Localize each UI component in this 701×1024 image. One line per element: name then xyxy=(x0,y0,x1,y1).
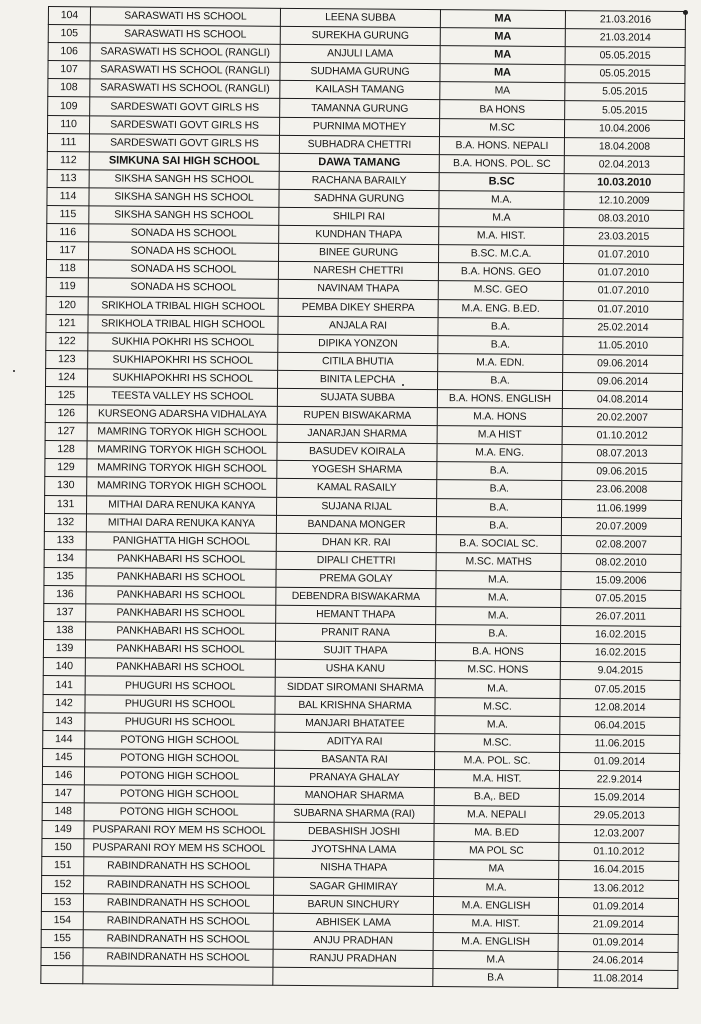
date-cell: 26.07.2011 xyxy=(561,608,681,627)
date-cell: 12.08.2014 xyxy=(560,698,680,717)
school-cell: SARASWATI HS SCHOOL xyxy=(90,25,280,45)
serial-cell: 117 xyxy=(47,242,89,260)
school-cell: PANKHABARI HS SCHOOL xyxy=(85,658,275,678)
date-cell: 01.07.2010 xyxy=(563,282,683,301)
qualification-cell: M.A HIST xyxy=(437,426,562,445)
date-cell: 5.05.2015 xyxy=(565,101,685,120)
school-cell: POTONG HIGH SCHOOL xyxy=(84,767,274,787)
teacher-name-cell: PURNIMA MOTHEY xyxy=(279,117,439,136)
teacher-name-cell: NARESH CHETTRI xyxy=(278,262,438,281)
date-cell: 07.05.2015 xyxy=(560,680,680,699)
school-cell: TEESTA VALLEY HS SCHOOL xyxy=(87,387,277,407)
date-cell: 25.02.2014 xyxy=(563,318,683,337)
qualification-cell: MA xyxy=(440,82,565,101)
teacher-name-cell: SADHNA GURUNG xyxy=(279,189,439,208)
date-cell: 01.09.2014 xyxy=(558,897,678,916)
teacher-name-cell: JYOTSHNA LAMA xyxy=(274,841,434,860)
qualification-cell: M.A. EDN. xyxy=(438,353,563,372)
date-cell: 13.06.2012 xyxy=(559,879,679,898)
qualification-cell: M.A. xyxy=(435,715,560,734)
school-cell: SIKSHA SANGH HS SCHOOL xyxy=(89,188,279,208)
date-cell: 09.06.2015 xyxy=(562,463,682,482)
qualification-cell: B.A,. BED xyxy=(434,788,559,807)
serial-cell: 149 xyxy=(42,821,84,839)
serial-cell: 121 xyxy=(46,314,88,332)
date-cell: 05.05.2015 xyxy=(565,65,685,84)
school-cell: RABINDRANATH HS SCHOOL xyxy=(84,875,274,895)
serial-cell: 118 xyxy=(46,260,88,278)
teacher-name-cell: RUPEN BISWAKARMA xyxy=(277,406,437,425)
qualification-cell: M.A. xyxy=(436,589,561,608)
qualification-cell: M.A. NEPALI xyxy=(434,806,559,825)
school-cell: SIKSHA SANGH HS SCHOOL xyxy=(89,170,279,190)
school-cell: RABINDRANATH HS SCHOOL xyxy=(84,857,274,877)
roster-body xyxy=(41,7,686,989)
qualification-cell: M.SC. HONS xyxy=(435,661,560,680)
teacher-roster-table xyxy=(40,6,686,989)
teacher-name-cell xyxy=(273,967,433,986)
qualification-cell: B.A. HONS. ENGLISH xyxy=(437,390,562,409)
school-cell: POTONG HIGH SCHOOL xyxy=(84,803,274,823)
school-cell: PHUGURI HS SCHOOL xyxy=(85,676,275,696)
serial-cell: 122 xyxy=(46,332,88,350)
date-cell: 01.10.2012 xyxy=(559,843,679,862)
date-cell: 18.04.2008 xyxy=(564,137,684,156)
qualification-cell: MA xyxy=(434,860,559,879)
school-cell: SRIKHOLA TRIBAL HIGH SCHOOL xyxy=(88,314,278,334)
qualification-cell: B.A xyxy=(433,969,558,988)
serial-cell: 113 xyxy=(47,169,89,187)
qualification-cell: B.A. xyxy=(438,335,563,354)
date-cell: 08.02.2010 xyxy=(561,553,681,572)
school-cell: PHUGURI HS SCHOOL xyxy=(85,712,275,732)
teacher-name-cell: PEMBA DIKEY SHERPA xyxy=(278,298,438,317)
qualification-cell: M.SC. xyxy=(435,697,560,716)
serial-cell: 109 xyxy=(48,97,90,115)
teacher-name-cell: ANJALA RAI xyxy=(278,316,438,335)
serial-cell: 130 xyxy=(45,477,87,495)
serial-cell: 138 xyxy=(44,622,86,640)
date-cell: 21.09.2014 xyxy=(558,915,678,934)
school-cell: PANKHABARI HS SCHOOL xyxy=(86,604,276,624)
qualification-cell: M.A. xyxy=(439,191,564,210)
teacher-name-cell: MANOHAR SHARMA xyxy=(274,786,434,805)
date-cell: 20.02.2007 xyxy=(562,409,682,428)
date-cell: 01.07.2010 xyxy=(563,264,683,283)
teacher-name-cell: PRANIT RANA xyxy=(276,623,436,642)
date-cell: 22.9.2014 xyxy=(559,770,679,789)
date-cell: 11.06.1999 xyxy=(562,499,682,518)
school-cell: MITHAI DARA RENUKA KANYA xyxy=(87,495,277,515)
school-cell: POTONG HIGH SCHOOL xyxy=(84,785,274,805)
qualification-cell: M.A. ENG. xyxy=(437,444,562,463)
qualification-cell: B.A. xyxy=(437,371,562,390)
serial-cell: 145 xyxy=(43,748,85,766)
qualification-cell: M.A xyxy=(439,209,564,228)
serial-cell: 133 xyxy=(44,531,86,549)
date-cell: 15.09.2014 xyxy=(559,789,679,808)
teacher-name-cell: CITILA BHUTIA xyxy=(278,352,438,371)
school-cell: MAMRING TORYOK HIGH SCHOOL xyxy=(87,441,277,461)
qualification-cell: M.SC. xyxy=(435,733,560,752)
school-cell: SONADA HS SCHOOL xyxy=(88,260,278,280)
date-cell: 05.05.2015 xyxy=(565,47,685,66)
teacher-name-cell: DEBENDRA BISWAKARMA xyxy=(276,587,436,606)
serial-cell: 155 xyxy=(41,929,83,947)
serial-cell: 119 xyxy=(46,278,88,296)
serial-cell: 136 xyxy=(44,585,86,603)
serial-cell: 111 xyxy=(47,133,89,151)
table-row xyxy=(41,965,678,988)
serial-cell: 152 xyxy=(42,875,84,893)
date-cell: 10.03.2010 xyxy=(564,173,684,192)
teacher-name-cell: ANJULI LAMA xyxy=(280,45,440,64)
qualification-cell: M.A. xyxy=(434,878,559,897)
qualification-cell: B.A. SOCIAL SC. xyxy=(436,534,561,553)
date-cell: 29.05.2013 xyxy=(559,807,679,826)
serial-cell: 151 xyxy=(42,857,84,875)
serial-cell: 154 xyxy=(41,911,83,929)
qualification-cell: B.A. xyxy=(438,317,563,336)
date-cell: 9.04.2015 xyxy=(560,662,680,681)
serial-cell: 116 xyxy=(47,224,89,242)
date-cell: 21.03.2014 xyxy=(565,29,685,48)
school-cell: SARASWATI HS SCHOOL (RANGLI) xyxy=(90,79,280,99)
school-cell: PANIGHATTA HIGH SCHOOL xyxy=(86,532,276,552)
school-cell: RABINDRANATH HS SCHOOL xyxy=(83,911,273,931)
date-cell: 16.02.2015 xyxy=(560,644,680,663)
date-cell: 23.03.2015 xyxy=(564,228,684,247)
date-cell: 24.06.2014 xyxy=(558,951,678,970)
qualification-cell: M.A. HIST. xyxy=(434,769,559,788)
qualification-cell: B.A. HONS xyxy=(435,643,560,662)
date-cell: 02.08.2007 xyxy=(561,535,681,554)
date-cell: 11.05.2010 xyxy=(563,336,683,355)
school-cell: SUKHIAPOKHRI HS SCHOOL xyxy=(88,369,278,389)
serial-cell: 124 xyxy=(46,368,88,386)
qualification-cell: M.A. ENGLISH xyxy=(433,932,558,951)
serial-cell: 146 xyxy=(42,766,84,784)
teacher-name-cell: SUBARNA SHARMA (RAI) xyxy=(274,804,434,823)
school-cell: POTONG HIGH SCHOOL xyxy=(85,749,275,769)
teacher-name-cell: PREMA GOLAY xyxy=(276,569,436,588)
serial-cell: 156 xyxy=(41,947,83,965)
serial-cell: 114 xyxy=(47,187,89,205)
school-cell xyxy=(83,966,273,986)
school-cell: MAMRING TORYOK HIGH SCHOOL xyxy=(87,477,277,497)
teacher-name-cell: SAGAR GHIMIRAY xyxy=(274,877,434,896)
serial-cell: 143 xyxy=(43,712,85,730)
teacher-name-cell: KUNDHAN THAPA xyxy=(279,225,439,244)
qualification-cell: M.A. POL. SC. xyxy=(435,751,560,770)
qualification-cell: M.SC. GEO xyxy=(438,281,563,300)
qualification-cell: M.SC. MATHS xyxy=(436,552,561,571)
teacher-name-cell: MANJARI BHATATEE xyxy=(275,714,435,733)
teacher-name-cell: PRANAYA GHALAY xyxy=(274,768,434,787)
teacher-name-cell: DAWA TAMANG xyxy=(279,153,439,172)
teacher-name-cell: SHILPI RAI xyxy=(279,207,439,226)
school-cell: RABINDRANATH HS SCHOOL xyxy=(83,893,273,913)
date-cell: 16.02.2015 xyxy=(561,626,681,645)
qualification-cell: MA xyxy=(440,64,565,83)
serial-cell: 127 xyxy=(45,423,87,441)
teacher-name-cell: RANJU PRADHAN xyxy=(273,949,433,968)
teacher-name-cell: DHAN KR. RAI xyxy=(276,533,436,552)
serial-cell: 142 xyxy=(43,694,85,712)
date-cell: 21.03.2016 xyxy=(565,11,685,30)
qualification-cell: MA xyxy=(440,46,565,65)
serial-cell: 147 xyxy=(42,785,84,803)
school-cell: PANKHABARI HS SCHOOL xyxy=(86,568,276,588)
date-cell: 12.03.2007 xyxy=(559,825,679,844)
qualification-cell: M.A. xyxy=(435,679,560,698)
qualification-cell: B.A. HONS. GEO xyxy=(438,263,563,282)
teacher-name-cell: SUREKHA GURUNG xyxy=(280,26,440,45)
serial-cell: 128 xyxy=(45,441,87,459)
serial-cell: 134 xyxy=(44,549,86,567)
qualification-cell: MA. B.ED xyxy=(434,824,559,843)
teacher-name-cell: NAVINAM THAPA xyxy=(278,280,438,299)
teacher-name-cell: DIPIKA YONZON xyxy=(278,334,438,353)
date-cell: 07.05.2015 xyxy=(561,590,681,609)
date-cell: 06.04.2015 xyxy=(560,716,680,735)
qualification-cell: B.A. xyxy=(436,625,561,644)
school-cell: PANKHABARI HS SCHOOL xyxy=(86,622,276,642)
serial-cell: 112 xyxy=(47,151,89,169)
teacher-name-cell: BAL KRISHNA SHARMA xyxy=(275,696,435,715)
qualification-cell: MA POL SC xyxy=(434,842,559,861)
teacher-name-cell: BASUDEV KOIRALA xyxy=(277,443,437,462)
school-cell: PANKHABARI HS SCHOOL xyxy=(86,550,276,570)
teacher-name-cell: TAMANNA GURUNG xyxy=(280,99,440,118)
date-cell: 11.06.2015 xyxy=(560,734,680,753)
date-cell: 15.09.2006 xyxy=(561,571,681,590)
date-cell: 08.07.2013 xyxy=(562,445,682,464)
school-cell: MITHAI DARA RENUKA KANYA xyxy=(86,513,276,533)
school-cell: SARDESWATI GOVT GIRLS HS xyxy=(89,133,279,153)
date-cell: 01.09.2014 xyxy=(560,752,680,771)
qualification-cell: B.A. xyxy=(437,480,562,499)
school-cell: SUKHIA POKHRI HS SCHOOL xyxy=(88,333,278,353)
qualification-cell: B.A. xyxy=(437,498,562,517)
serial-cell: 123 xyxy=(46,350,88,368)
date-cell: 10.04.2006 xyxy=(564,119,684,138)
serial-cell: 139 xyxy=(43,640,85,658)
teacher-name-cell: BASANTA RAI xyxy=(275,750,435,769)
school-cell: RABINDRANATH HS SCHOOL xyxy=(83,930,273,950)
school-cell: RABINDRANATH HS SCHOOL xyxy=(83,948,273,968)
qualification-cell: M.A. HIST. xyxy=(439,227,564,246)
teacher-name-cell: SUJANA RIJAL xyxy=(277,497,437,516)
serial-cell: 110 xyxy=(48,115,90,133)
qualification-cell: M.A. HIST. xyxy=(433,914,558,933)
qualification-cell: M.A. ENGLISH xyxy=(433,896,558,915)
serial-cell: 144 xyxy=(43,730,85,748)
school-cell: SONADA HS SCHOOL xyxy=(89,224,279,244)
serial-cell: 153 xyxy=(41,893,83,911)
qualification-cell: M.A. ENG. B.ED. xyxy=(438,299,563,318)
teacher-name-cell: DIPALI CHETTRI xyxy=(276,551,436,570)
qualification-cell: MA xyxy=(440,10,565,29)
school-cell: SARDESWATI GOVT GIRLS HS xyxy=(90,97,280,117)
qualification-cell: B.A. xyxy=(437,462,562,481)
school-cell: SONADA HS SCHOOL xyxy=(88,278,278,298)
school-cell: SIMKUNA SAI HIGH SCHOOL xyxy=(89,152,279,172)
school-cell: PANKHABARI HS SCHOOL xyxy=(86,586,276,606)
scan-speck xyxy=(402,384,404,386)
teacher-name-cell: USHA KANU xyxy=(275,660,435,679)
date-cell: 09.06.2014 xyxy=(563,354,683,373)
school-cell: PANKHABARI HS SCHOOL xyxy=(85,640,275,660)
qualification-cell: M.A. HONS xyxy=(437,408,562,427)
serial-cell: 105 xyxy=(48,25,90,43)
qualification-cell: B.A. HONS. NEPALI xyxy=(439,136,564,155)
scan-speck xyxy=(683,10,688,15)
date-cell: 20.07.2009 xyxy=(561,517,681,536)
teacher-name-cell: KAILASH TAMANG xyxy=(280,81,440,100)
scan-speck xyxy=(13,370,15,372)
serial-cell: 120 xyxy=(46,296,88,314)
date-cell: 11.08.2014 xyxy=(558,970,678,989)
serial-cell: 132 xyxy=(44,513,86,531)
serial-cell: 106 xyxy=(48,43,90,61)
serial-cell: 115 xyxy=(47,206,89,224)
qualification-cell: B.SC. M.C.A. xyxy=(438,245,563,264)
school-cell: PUSPARANI ROY MEM HS SCHOOL xyxy=(84,821,274,841)
date-cell: 01.07.2010 xyxy=(563,246,683,265)
teacher-name-cell: YOGESH SHARMA xyxy=(277,461,437,480)
serial-cell: 140 xyxy=(43,658,85,676)
serial-cell: 141 xyxy=(43,676,85,694)
serial-cell: 150 xyxy=(42,839,84,857)
school-cell: SUKHIAPOKHRI HS SCHOOL xyxy=(88,351,278,371)
serial-cell: 125 xyxy=(45,386,87,404)
school-cell: SARASWATI HS SCHOOL (RANGLI) xyxy=(90,43,280,63)
teacher-name-cell: DEBASHISH JOSHI xyxy=(274,823,434,842)
date-cell: 02.04.2013 xyxy=(564,155,684,174)
qualification-cell: MA xyxy=(440,28,565,47)
teacher-name-cell: KAMAL RASAILY xyxy=(277,479,437,498)
qualification-cell: M.A. xyxy=(436,570,561,589)
serial-cell: 104 xyxy=(48,7,90,25)
school-cell: PHUGURI HS SCHOOL xyxy=(85,694,275,714)
date-cell: 23.06.2008 xyxy=(562,481,682,500)
school-cell: KURSEONG ADARSHA VIDHALAYA xyxy=(87,405,277,425)
school-cell: SRIKHOLA TRIBAL HIGH SCHOOL xyxy=(88,296,278,316)
serial-cell: 148 xyxy=(42,803,84,821)
serial-cell: 107 xyxy=(48,61,90,79)
qualification-cell: M.A xyxy=(433,950,558,969)
teacher-name-cell: NISHA THAPA xyxy=(274,859,434,878)
qualification-cell: B.A. HONS. POL. SC xyxy=(439,154,564,173)
school-cell: SIKSHA SANGH HS SCHOOL xyxy=(89,206,279,226)
qualification-cell: B.A. xyxy=(436,516,561,535)
teacher-name-cell: HEMANT THAPA xyxy=(276,605,436,624)
teacher-name-cell: BINITA LEPCHA xyxy=(278,370,438,389)
serial-cell: 108 xyxy=(48,79,90,97)
date-cell: 5.05.2015 xyxy=(565,83,685,102)
school-cell: SARASWATI HS SCHOOL (RANGLI) xyxy=(90,61,280,81)
serial-cell: 131 xyxy=(45,495,87,513)
qualification-cell: BA HONS xyxy=(440,100,565,119)
school-cell: SARASWATI HS SCHOOL xyxy=(90,7,280,27)
teacher-name-cell: BANDANA MONGER xyxy=(276,515,436,534)
date-cell: 08.03.2010 xyxy=(564,210,684,229)
teacher-name-cell: LEENA SUBBA xyxy=(280,8,440,27)
teacher-name-cell: JANARJAN SHARMA xyxy=(277,424,437,443)
teacher-name-cell: ABHISEK LAMA xyxy=(273,913,433,932)
teacher-name-cell: SUBHADRA CHETTRI xyxy=(279,135,439,154)
school-cell: SONADA HS SCHOOL xyxy=(89,242,279,262)
teacher-name-cell: SUDHAMA GURUNG xyxy=(280,63,440,82)
serial-cell: 135 xyxy=(44,567,86,585)
qualification-cell: B.SC xyxy=(439,172,564,191)
serial-cell: 137 xyxy=(44,604,86,622)
school-cell: MAMRING TORYOK HIGH SCHOOL xyxy=(87,423,277,443)
teacher-name-cell: SUJIT THAPA xyxy=(275,642,435,661)
date-cell: 09.06.2014 xyxy=(562,372,682,391)
school-cell: MAMRING TORYOK HIGH SCHOOL xyxy=(87,459,277,479)
date-cell: 04.08.2014 xyxy=(562,391,682,410)
teacher-name-cell: BINEE GURUNG xyxy=(278,244,438,263)
serial-cell xyxy=(41,965,83,983)
teacher-name-cell: RACHANA BARAILY xyxy=(279,171,439,190)
date-cell: 01.10.2012 xyxy=(562,427,682,446)
serial-cell: 126 xyxy=(45,405,87,423)
teacher-name-cell: BARUN SINCHURY xyxy=(273,895,433,914)
school-cell: SARDESWATI GOVT GIRLS HS xyxy=(90,115,280,135)
teacher-name-cell: SIDDAT SIROMANI SHARMA xyxy=(275,678,435,697)
school-cell: PUSPARANI ROY MEM HS SCHOOL xyxy=(84,839,274,859)
date-cell: 01.07.2010 xyxy=(563,300,683,319)
qualification-cell: M.A. xyxy=(436,607,561,626)
date-cell: 01.09.2014 xyxy=(558,933,678,952)
date-cell: 12.10.2009 xyxy=(564,191,684,210)
teacher-name-cell: ADITYA RAI xyxy=(275,732,435,751)
teacher-name-cell: ANJU PRADHAN xyxy=(273,931,433,950)
teacher-name-cell: SUJATA SUBBA xyxy=(277,388,437,407)
date-cell: 16.04.2015 xyxy=(559,861,679,880)
school-cell: POTONG HIGH SCHOOL xyxy=(85,731,275,751)
qualification-cell: M.SC xyxy=(439,118,564,137)
serial-cell: 129 xyxy=(45,459,87,477)
